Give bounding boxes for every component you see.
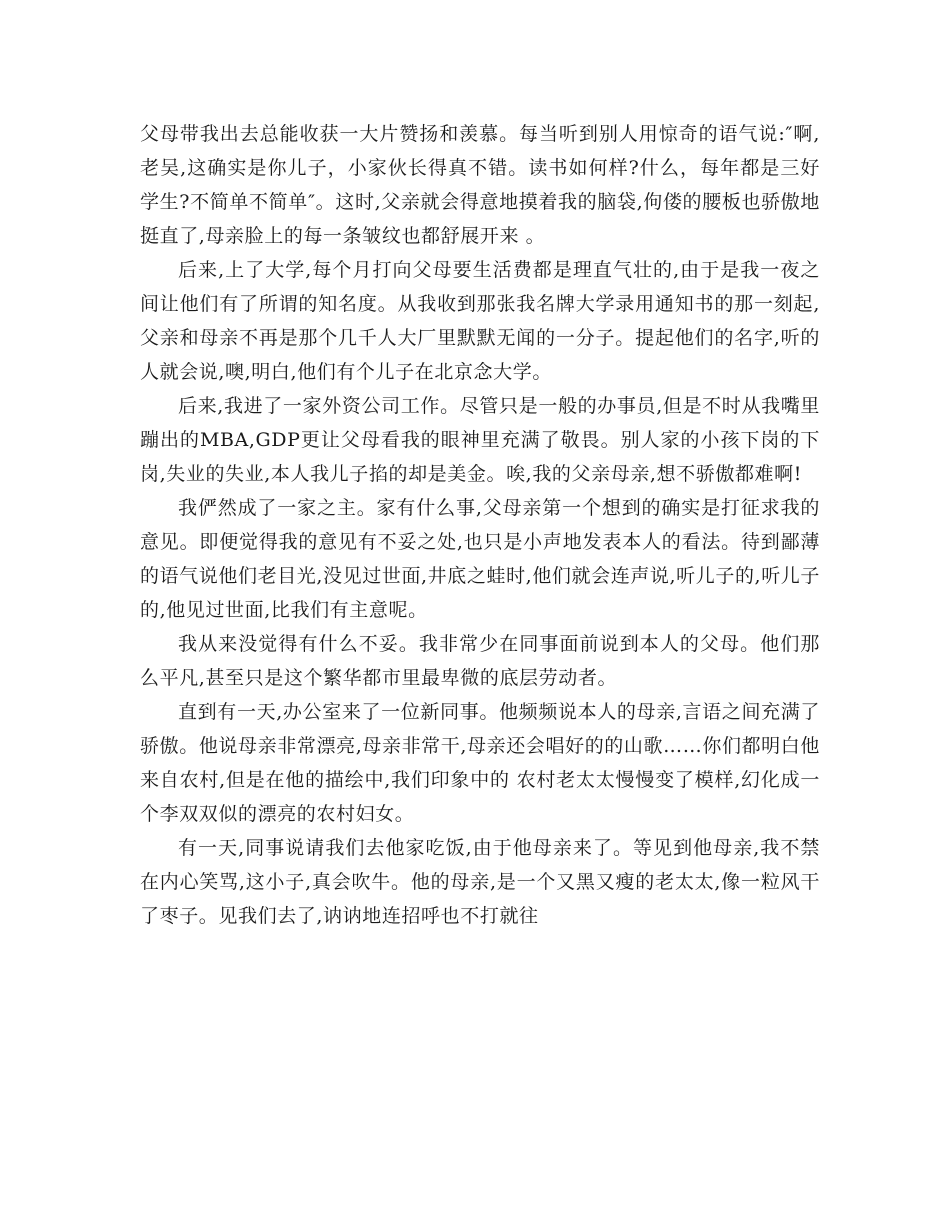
paragraph-4: 我俨然成了一家之主。家有什么事,父母亲第一个想到的确实是打征求我的意见。即便觉得我的意见有不妥之处,也只是小声地发表本人的看法。待到鄙薄的语气说他们老目光,没见过世面,井底之蛙时,他们就会连声说,听儿子的,听儿子的,他见过世面,比我们有主意呢。 — [140, 497, 820, 621]
paragraph-7: 有一天,同事说请我们去他家吃饭,由于他母亲来了。等见到他母亲,我不禁在内心笑骂,这小子,真会吹牛。他的母亲,是一个又黑又瘦的老太太,像一粒风干了枣子。见我们去了,讷讷地连招呼也不打就往 — [140, 837, 820, 927]
paragraph-6: 直到有一天,办公室来了一位新同事。他频频说本人的母亲,言语之间充满了骄傲。他说母亲非常漂亮,母亲非常干,母亲还会唱好的的山歌……你们都明白他来自农村,但是在他的描绘中,我们印象中的 农村老太太慢慢变了模样,幻化成一个李双双似的漂亮的农村妇女。 — [140, 701, 820, 825]
paragraph-3: 后来,我进了一家外资公司工作。尽管只是一般的办事员,但是不时从我嘴里蹦出的MBA,GDP更让父母看我的眼神里充满了敬畏。别人家的小孩下岗的下岗,失业的失业,本人我儿子掐的却是美金。唉,我的父亲母亲,想不骄傲都难啊! — [140, 395, 820, 485]
paragraph-1: 父母带我出去总能收获一大片赞扬和羡慕。每当听到别人用惊奇的语气说:″啊,老吴,这确实是你儿子，小家伙长得真不错。读书如何样?什么，每年都是三好学生?不简单不简单″。这时,父亲就会得意地摸着我的脑袋,佝偻的腰板也骄傲地挺直了,母亲脸上的每一条皱纹也都舒展开来 。 — [140, 123, 820, 247]
paragraph-5: 我从来没觉得有什么不妥。我非常少在同事面前说到本人的父母。他们那么平凡,甚至只是这个繁华都市里最卑微的底层劳动者。 — [140, 633, 820, 689]
paragraph-2: 后来,上了大学,每个月打向父母要生活费都是理直气壮的,由于是我一夜之间让他们有了所谓的知名度。从我收到那张我名牌大学录用通知书的那一刻起,父亲和母亲不再是那个几千人大厂里默默无闻的一分子。提起他们的名字,听的人就会说,噢,明白,他们有个儿子在北京念大学。 — [140, 259, 820, 383]
body-text — [140, 117, 820, 933]
